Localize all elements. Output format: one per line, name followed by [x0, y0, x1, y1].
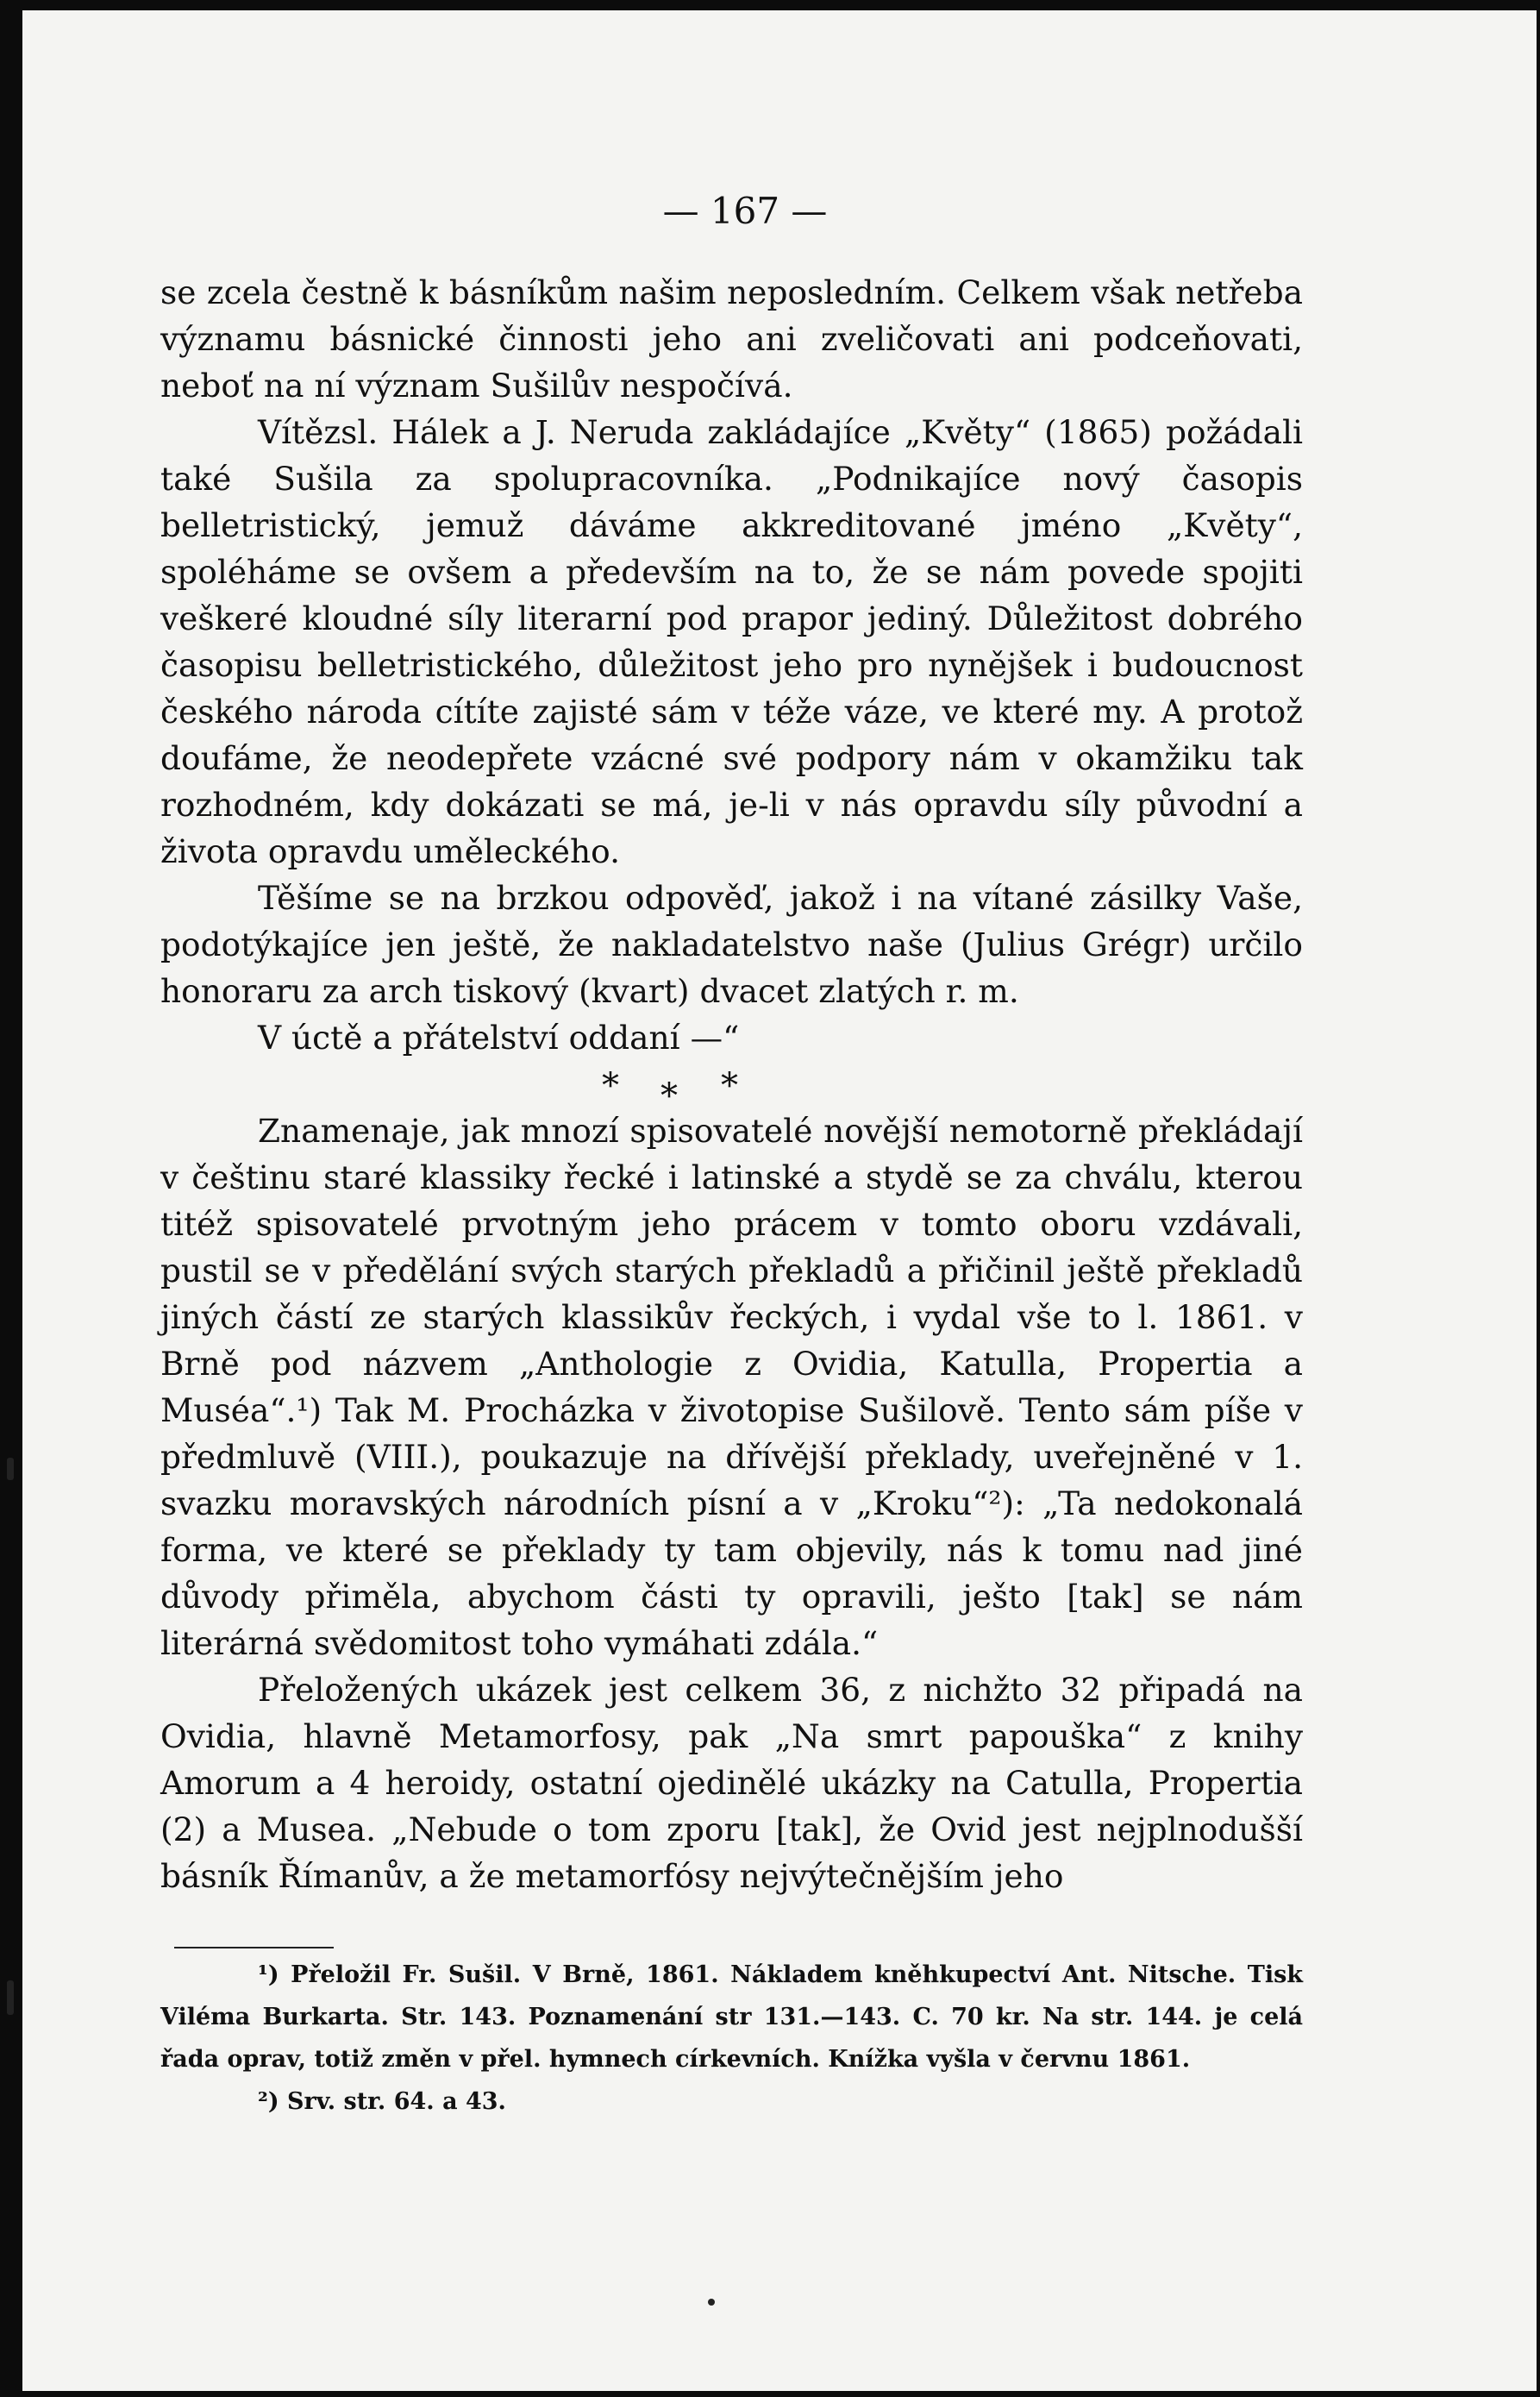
- scan-margin-mark: [7, 1980, 14, 2015]
- paragraph-tesime: Těšíme se na brzkou odpověď, jakož i na vítané zásilky Vaše, podotýkajíce jen ještě, že nakladatelstvo naše (Julius Grégr) určilo honoraru za arch tiskový (kvart) dvacet zlatých r. m.: [160, 879, 1303, 1010]
- footnote-2: ²) Srv. str. 64. a 43.: [258, 2088, 506, 2115]
- footnote-1: ¹) Přeložil Fr. Sušil. V Brně, 1861. Nákladem kněhkupectví Ant. Nitsche. Tisk Viléma Burkarta. Str. 143. Poznamenání str 131.—143. C. 70 kr. Na str. 144. je celá řada oprav, totiž změn v přel. hymnech církevních. Knížka vyšla v červnu 1861.: [160, 1961, 1303, 2073]
- paragraph-znamenaje: Znamenaje, jak mnozí spisovatelé novější nemotorně překládají v češtinu staré klassiky řecké i latinské a stydě se za chválu, kterou titéž spisovatelé prvotným jeho prácem v tomto oboru vzdávali, pustil se v předělání svých starých překladů a přičinil ještě překladů jiných částí ze starých klassikův řeckých, i vydal vše to l. 1861. v Brně pod názvem „Anthologie z Ovidia, Katulla, Propertia a Muséa“.¹) Tak M. Procházka v životopise Sušilově. Tento sám píše v předmluvě (VIII.), poukazuje na dřívější překlady, uveřejněné v 1. svazku moravských národních písní a v „Kroku“²): „Ta nedokonalá forma, ve které se překlady ty tam objevily, nás k tomu nad jiné důvody přiměla, abychom části ty opravili, ješto [tak] se nám literárná svědomitost toho vymáhati zdála.“: [160, 1112, 1303, 1662]
- footnote-divider: [174, 1947, 334, 1948]
- footnotes: [160, 1954, 1303, 2123]
- separator-star-middle: *: [660, 1076, 678, 1116]
- body-text: [160, 269, 1303, 1899]
- paragraph-continued: se zcela čestně k básníkům našim neposledním. Celkem však netřeba významu básnické činnosti jeho ani zveličovati ani podceňovati, neboť na ní význam Sušilův nespočívá.: [160, 273, 1303, 405]
- separator-star-left: *: [602, 1066, 619, 1106]
- scan-margin-mark: [7, 1458, 14, 1480]
- page-speck: [708, 2299, 715, 2306]
- section-separator: [160, 1061, 1303, 1116]
- paragraph-kvety: Vítězsl. Hálek a J. Neruda zakládajíce „Květy“ (1865) požádali také Sušila za spolupracovníka. „Podnikajíce nový časopis belletristický, jemuž dáváme akkreditované jméno „Květy“, spoléháme se ovšem a především na to, že se nám povede spojiti veškeré kloudné síly literarní pod prapor jediný. Důležitost dobrého časopisu belletristického, důležitost jeho pro nynějšek i budoucnost českého národa cítíte zajisté sám v téže váze, ve které my. A protož doufáme, že neodepřete vzácné své podpory nám v okamžiku tak rozhodném, kdy dokázati se má, je-li v nás opravdu síly původní a života opravdu uměleckého.: [160, 413, 1303, 870]
- book-page: [22, 10, 1537, 2391]
- separator-star-right: *: [721, 1066, 738, 1106]
- paragraph-closing: V úctě a přátelství oddaní —“: [258, 1019, 740, 1057]
- page-number: — 167 —: [662, 190, 828, 232]
- paragraph-prelozenych: Přeložených ukázek jest celkem 36, z nichžto 32 připadá na Ovidia, hlavně Metamorfosy, pak „Na smrt papouška“ z knihy Amorum a 4 heroidy, ostatní ojedinělé ukázky na Catulla, Propertia (2) a Musea. „Nebude o tom zporu [tak], že Ovid jest nejplnodušší básník Římanův, a že metamorfósy nejvýtečnějším jeho: [160, 1671, 1303, 1895]
